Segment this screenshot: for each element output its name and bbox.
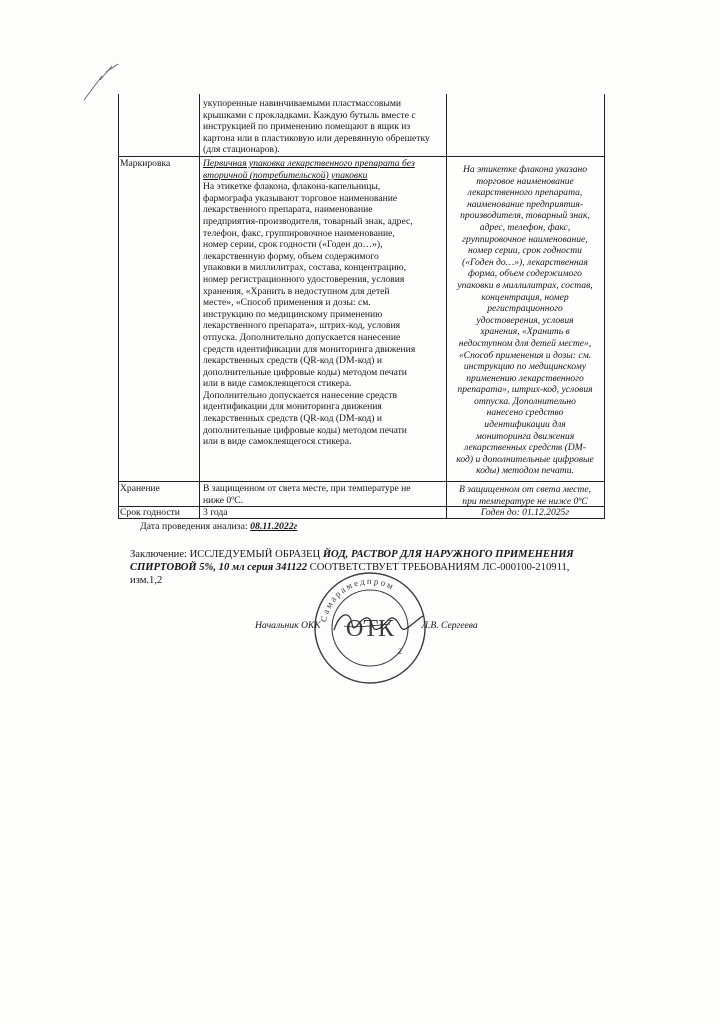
analysis-date-label: Дата проведения анализа: [140,521,248,532]
stamp-number: 2 [398,647,402,656]
marking-heading: Первичная упаковка лекарственного препарата без вторичной (потребительской) упаковки [203,158,415,181]
row-label-shelf-life: Срок годности [120,507,180,518]
handwritten-signature [330,606,425,641]
shelf-life-result: Годен до: 01.12.2025г [480,507,570,518]
marking-requirements [203,158,443,448]
specification-table [118,94,605,519]
signature-position: Начальник ОКК [255,620,321,631]
packaging-continuation: укупоренные навинчиваемыми пластмассовыми крышками с прокладками. Каждую бутыль вместе с инструкцией по применению помещают в ящик из картона или в пластиковую или деревянную обрешетку (для стационаров). [203,98,430,156]
row-label-storage: Хранение [120,483,160,494]
analysis-date-value: 08.11.2022г [250,521,298,532]
storage-result: В защищенном от света месте, при температуре не ниже 0ºС [458,484,592,507]
storage-requirements: В защищенном от света месте, при температуре не ниже 0ºС. [203,483,411,506]
analysis-date [140,521,297,532]
stamp-center-text: ОТК [346,616,394,642]
marking-result: На этикетке флакона указано торговое наименование лекарственного препарата, наименование предприятия- производителя, товарный знак, адрес, телефон, факс, группировочное наименование, номер серии, срок годности («Годен до…»), лекарственная форма, объем содержимого упаковки в миллилитрах, состав, концентрация, номер регистрационного удостоверения, условия хранения, «Хранить в недоступном для детей месте», «Способ применения и дозы: см. инструкцию по медицинскому применению лекарственного препарата», штрих-код, условия отпуска. Дополнительно нанесено средство идентификации для мониторинга движения лекарственных средств (DM- код) и дополнительные цифровые коды) методом печати. [456,164,594,477]
pencil-mark [82,62,122,102]
conclusion-prefix: Заключение: ИССЛЕДУЕМЫЙ ОБРАЗЕЦ [130,549,323,560]
marking-text: На этикетке флакона, флакона-капельницы, фармографа указывают торговое наименование лекарственного препарата, наименование предприятия-производителя, товарный знак, адрес, телефон, факс, группировочное наименование, номер серии, срок годности («Годен до…»), лекарственную форму, объем содержимого упаковки в миллилитрах, состава, концентрацию, номер регистрационного удостоверения, условия хранения, «Хранить в недоступном для детей месте», «Способ применения и дозы: см. инструкцию по медицинскому применению лекарственного препарата», штрих-код, условия отпуска. Дополнительно допускается нанесение средств идентификации для мониторинга движения лекарственных средств (QR-код (DM-код) и дополнительные цифровые коды) методом печати или в виде самоклеящегося стикера. Дополнительно допускается нанесение средств идентификации для мониторинга движения лекарственных средств (QR-код (DM-код) и дополнительные цифровые коды) методом печати или в виде самоклеящегося стикера. [203,181,416,448]
signature-name: Л.В. Сергеева [421,620,478,631]
row-label-marking: Маркировка [120,158,171,169]
stamp-ring-text: Самарамедпром [318,575,397,623]
conclusion-product: ЙОД, РАСТВОР ДЛЯ НАРУЖНОГО ПРИМЕНЕНИЯ СПИРТОВОЙ 5%, 10 мл серия 341122 [130,549,574,573]
shelf-life-requirement: 3 года [203,507,228,518]
conclusion-suffix: СООТВЕТСТВУЕТ ТРЕБОВАНИЯМ ЛС-000100-210911, изм.1,2 [130,562,570,586]
